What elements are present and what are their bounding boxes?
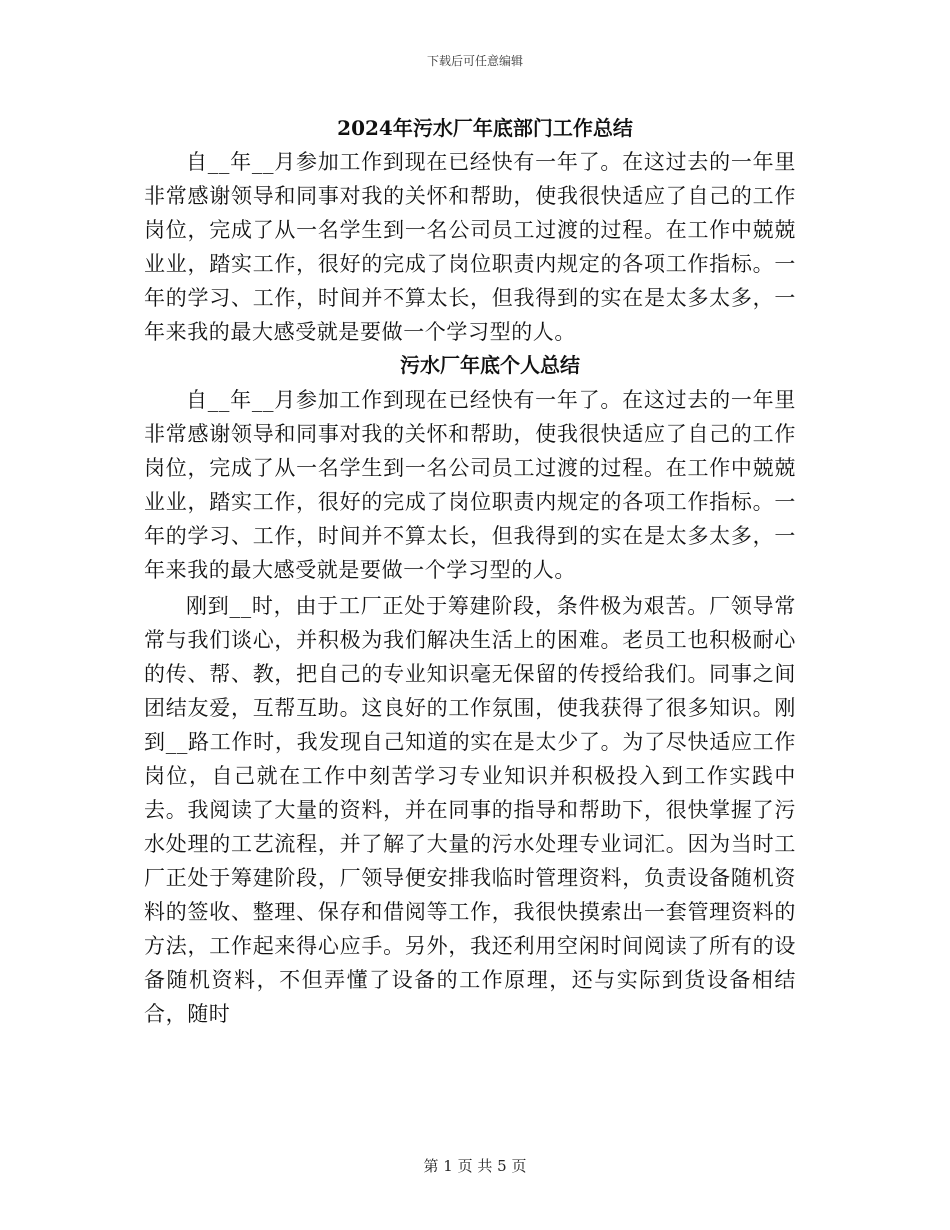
document-body xyxy=(144,112,796,1031)
page-number: 第 1 页 共 5 页 xyxy=(423,1157,527,1175)
document-title: 2024年污水厂年底部门工作总结 xyxy=(337,116,633,140)
page-header-note: 下载后可任意编辑 xyxy=(426,54,523,68)
paragraph: 刚到__时，由于工厂正处于筹建阶段，条件极为艰苦。厂领导常常与我们谈心，并积极为我们解决生活上的困难。老员工也积极耐心的传、帮、教，把自己的专业知识毫无保留的传授给我们。同事之间团结友爱，互帮互助。这良好的工作氛围，使我获得了很多知识。刚到__路工作时，我发现自己知道的实在是太少了。为了尽快适应工作岗位，自己就在工作中刻苦学习专业知识并积极投入到工作实践中去。我阅读了大量的资料，并在同事的指导和帮助下，很快掌握了污水处理的工艺流程，并了解了大量的污水处理专业词汇。因为当时工厂正处于筹建阶段，厂领导便安排我临时管理资料，负责设备随机资料的签收、整理、保存和借阅等工作，我很快摸索出一套管理资料的方法，工作起来得心应手。另外，我还利用空闲时间阅读了所有的设备随机资料，不但弄懂了设备的工作原理，还与实际到货设备相结合，随时 xyxy=(144,594,796,1026)
section-heading: 污水厂年底个人总结 xyxy=(400,353,580,377)
paragraph: 自__年__月参加工作到现在已经快有一年了。在这过去的一年里非常感谢领导和同事对我的关怀和帮助，使我很快适应了自己的工作岗位，完成了从一名学生到一名公司员工过渡的过程。在工作中兢兢业业，踏实工作，很好的完成了岗位职责内规定的各项工作指标。一年的学习、工作，时间并不算太长，但我得到的实在是太多太多，一年来我的最大感受就是要做一个学习型的人。 xyxy=(144,388,796,582)
paragraph: 自__年__月参加工作到现在已经快有一年了。在这过去的一年里非常感谢领导和同事对我的关怀和帮助，使我很快适应了自己的工作岗位，完成了从一名学生到一名公司员工过渡的过程。在工作中兢兢业业，踏实工作，很好的完成了岗位职责内规定的各项工作指标。一年的学习、工作，时间并不算太长，但我得到的实在是太多太多，一年来我的最大感受就是要做一个学习型的人。 xyxy=(144,150,796,344)
